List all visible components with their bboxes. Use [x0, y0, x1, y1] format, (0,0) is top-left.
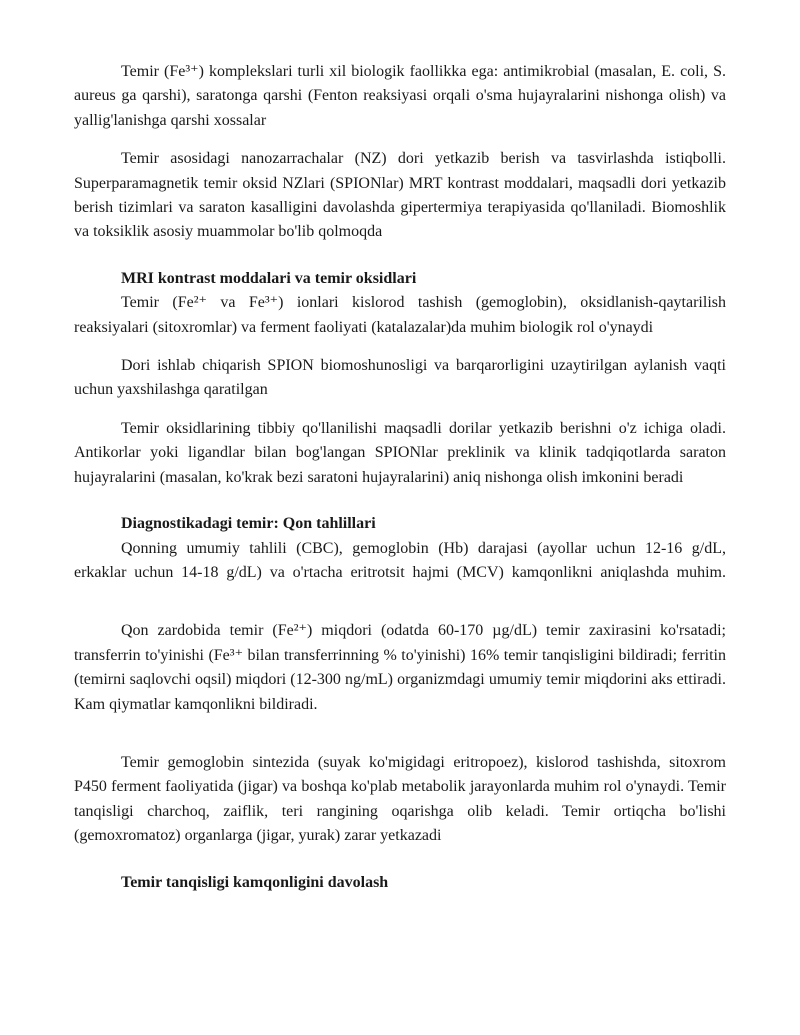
paragraph-iron-roles: Temir gemoglobin sintezida (suyak ko'migidagi eritropoez), kislorod tashishda, sitoxrom P450 ferment faoliyatida (jigar) va boshqa ko'plab metabolik jarayonlarda muhim rol o'ynaydi. Temir tanqisligi charchoq, zaiflik, teri rangining oqarishga olib keladi. Temir ortiqcha bo'lishi (gemoxromatoz) organlarga (jigar, yurak) zarar yetkazadi — [74, 753, 726, 845]
heading-diagnostics: Diagnostikadagi temir: Qon tahlillari — [121, 515, 376, 533]
document-page — [74, 60, 726, 895]
paragraph-blood-count: Qonning umumiy tahlili (CBC), gemoglobin (Hb) darajasi (ayollar uchun 12-16 g/dL, erkaklar uchun 14-18 g/dL) va o'rtacha eritrotsit hajmi (MCV) kamqonlikni aniqlashda muhim. — [74, 539, 726, 581]
paragraph-serum-iron: Qon zardobida temir (Fe²⁺) miqdori (odatda 60-170 µg/dL) temir zaxirasini ko'rsatadi; transferrin to'yinishi (Fe³⁺ bilan transferrinning % to'yinishi) 16% temir tanqisligini bildiradi; ferritin (temirni saqlovchi oqsil) miqdori (12-300 ng/mL) organizmdagi umumiy temir miqdorini aks ettiradi. Kam qiymatlar kamqonlikni bildiradi. — [74, 622, 726, 713]
paragraph-spion-production: Dori ishlab chiqarish SPION biomoshunosligi va barqarorligini uzaytirilgan aylanish vaqti uchun yaxshilashga qaratilgan — [74, 357, 726, 399]
paragraph-medical-applications: Temir oksidlarining tibbiy qo'llanilishi maqsadli dorilar yetkazib berishni o'z ichiga oladi. Antikorlar yoki ligandlar bilan bog'langan SPIONlar preklinik va klinik tadqiqotlarda saraton hujayralarini (masalan, ko'krak bezi saratoni hujayralarini) aniq nishonga olish imkonini beradi — [74, 419, 726, 486]
heading-mri-contrast: MRI kontrast moddalari va temir oksidlari — [121, 269, 417, 287]
heading-anemia-treatment: Temir tanqisligi kamqonligini davolash — [121, 873, 389, 891]
paragraph-iron-complexes: Temir (Fe³⁺) komplekslari turli xil biologik faollikka ega: antimikrobial (masalan, E. coli, S. aureus ga qarshi), saratonga qarshi (Fenton reaksiyasi orqali o'sma hujayralarini nishonga olish) va yallig'lanishga qarshi xossalar — [74, 63, 726, 129]
paragraph-iron-ions: Temir (Fe²⁺ va Fe³⁺) ionlari kislorod tashish (gemoglobin), oksidlanish-qaytarilish reaksiyalari (sitoxromlar) va ferment faoliyati (katalazalar)da muhim biologik rol o'ynaydi — [74, 294, 726, 336]
paragraph-iron-nanoparticles: Temir asosidagi nanozarrachalar (NZ) dori yetkazib berish va tasvirlashda istiqbolli. Superparamagnetik temir oksid NZlari (SPIONlar) MRT kontrast moddalari, maqsadli dori yetkazib berish tizimlari va saraton kasalligini davolashda gipertermiya terapiyasida qo'llaniladi. Biomoshlik va toksiklik asosiy muammolar bo'lib qolmoqda — [74, 150, 726, 241]
